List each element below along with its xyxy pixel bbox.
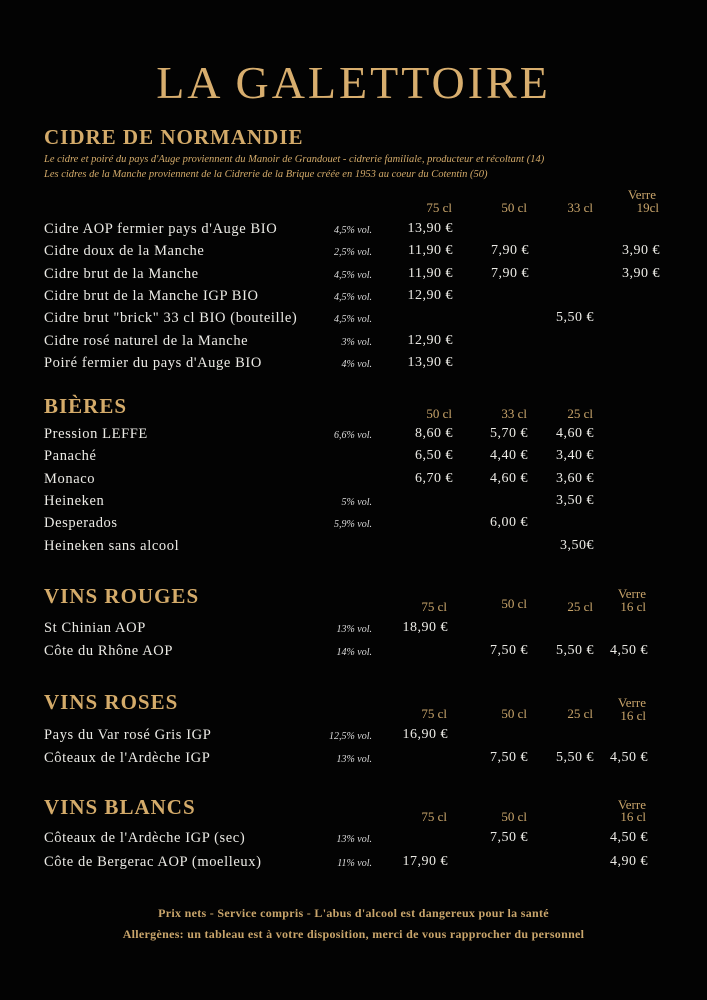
price-p25: 3,50€ [560,537,594,553]
price-p25: 3,50 € [556,492,594,508]
price-p50: 7,90 € [491,243,529,259]
col-50cl: 50 cl [426,406,452,421]
price-p75: 17,90 € [402,854,448,869]
menu-item-row [0,355,707,377]
price-p75: 12,90 € [407,287,453,303]
price-p25: 3,40 € [556,448,594,464]
item-name: Pression LEFFE [44,426,148,442]
menu-item-row [0,333,707,355]
item-name: Poiré fermier du pays d'Auge BIO [44,354,262,371]
price-p50: 7,50 € [490,642,528,658]
price-p33: 5,70 € [490,426,528,441]
item-abv: 2,5% vol. [333,247,372,259]
menu-item-row [0,750,707,772]
price-verre: 4,90 € [610,854,648,869]
item-abv: 13% vol. [336,753,372,765]
item-abv: 13% vol. [336,834,372,845]
price-p25: 3,60 € [556,470,594,486]
col-33cl: 33 cl [501,406,527,421]
col-50cl: 50 cl [501,809,527,824]
item-name: Panaché [44,448,97,465]
item-abv: 13% vol. [336,624,372,635]
price-p50: 6,50 € [415,448,453,464]
section-title-blancs: VINS BLANCS [44,795,196,819]
footer-line-1: Prix nets - Service compris - L'abus d'alcool est dangereux pour la santé [158,906,549,920]
price-p75: 13,90 € [407,221,453,236]
menu-item-row [0,471,707,493]
intro-line-1: Le cidre et poiré du pays d'Auge proviennent du Manoir de Grandouet - cidrerie familiale, producteur et récoltant (14) [44,154,545,165]
item-name: Cidre AOP fermier pays d'Auge BIO [44,221,278,237]
item-name: St Chinian AOP [44,620,146,636]
menu-item-row [0,854,707,876]
restaurant-title: LA GALETTOIRE [156,57,551,108]
col-verre: Verre [627,187,656,202]
menu-item-row [0,426,707,448]
price-p50: 7,50 € [490,830,528,845]
col-19cl: 19cl [636,200,659,215]
item-name: Côteaux de l'Ardèche IGP [44,749,211,766]
price-verre: 4,50 € [610,749,648,765]
col-verre: Verre [617,797,646,812]
item-abv: 4% vol. [341,358,372,370]
price-p75: 13,90 € [407,354,453,370]
col-16cl: 16 cl [620,809,646,824]
item-abv: 4,5% vol. [333,269,372,281]
menu-item-row [0,727,707,749]
menu-item-row [0,448,707,470]
price-p50: 8,60 € [415,426,453,441]
col-25cl: 25 cl [567,706,593,721]
menu-item-row [0,643,707,665]
col-50cl: 50 cl [501,200,527,215]
item-abv: 4,5% vol. [333,225,372,236]
item-abv: 3% vol. [341,336,372,348]
item-name: Monaco [44,470,96,487]
price-p25: 5,50 € [556,749,594,765]
item-name: Pays du Var rosé Gris IGP [44,727,212,743]
price-p33: 6,00 € [490,515,528,531]
menu-item-row [0,515,707,537]
col-75cl: 75 cl [421,809,447,824]
item-abv: 6,6% vol. [333,430,372,441]
price-p75: 12,90 € [407,332,453,348]
col-75cl: 75 cl [426,200,452,215]
price-p33: 5,50 € [556,310,594,326]
menu-item-row [0,288,707,310]
price-p50: 7,50 € [490,749,528,765]
item-abv: 5% vol. [341,496,372,508]
col-75cl: 75 cl [421,599,447,614]
item-name: Desperados [44,515,118,532]
menu-item-row [0,221,707,243]
col-50cl: 50 cl [501,706,527,721]
col-25cl: 25 cl [567,406,593,421]
section-title-bieres: BIÈRES [44,394,128,418]
menu-item-row [0,310,707,332]
section-title-cidre: CIDRE DE NORMANDIE [44,125,304,149]
col-16cl: 16 cl [620,599,646,614]
item-abv: 4,5% vol. [333,291,372,303]
item-abv: 14% vol. [336,646,372,658]
price-p75: 16,90 € [402,727,448,742]
menu-item-row [0,266,707,288]
price-p75: 11,90 € [408,265,453,281]
item-name: Cidre rosé naturel de la Manche [44,332,249,349]
menu-item-row [0,620,707,642]
price-p25: 4,60 € [556,426,594,441]
menu-item-row [0,493,707,515]
item-name: Cidre brut "brick" 33 cl BIO (bouteille) [44,310,298,327]
item-abv: 11% vol. [337,858,372,869]
price-p75: 18,90 € [402,620,448,635]
item-abv: 4,5% vol. [333,314,372,326]
item-name: Côteaux de l'Ardèche IGP (sec) [44,830,246,846]
col-50cl: 50 cl [501,596,527,611]
item-name: Cidre brut de la Manche [44,265,199,282]
menu-item-row [0,830,707,852]
price-verre: 4,50 € [610,830,648,845]
price-p33: 4,40 € [490,448,528,464]
item-abv: 5,9% vol. [333,519,372,531]
item-name: Heineken sans alcool [44,537,180,554]
col-verre: Verre [617,586,646,601]
item-name: Côte de Bergerac AOP (moelleux) [44,854,262,870]
price-p75: 11,90 € [408,243,453,259]
item-name: Côte du Rhône AOP [44,642,174,659]
price-verre: 4,50 € [610,642,648,658]
col-33cl: 33 cl [567,200,593,215]
col-verre: Verre [617,695,646,710]
col-25cl: 25 cl [567,599,593,614]
price-verre: 3,90 € [622,265,660,281]
footer-line-2: Allergènes: un tableau est à votre disposition, merci de vous rapprocher du personnel [122,927,585,941]
menu-item-row [0,538,707,560]
item-name: Heineken [44,492,105,509]
item-name: Cidre brut de la Manche IGP BIO [44,287,259,304]
price-p33: 4,60 € [490,470,528,486]
item-name: Cidre doux de la Manche [44,243,205,260]
price-p50: 7,90 € [491,265,529,281]
col-75cl: 75 cl [421,706,447,721]
menu-item-row [0,243,707,265]
price-p25: 5,50 € [556,642,594,658]
col-16cl: 16 cl [620,708,646,723]
intro-line-2: Les cidres de la Manche proviennent de la Cidrerie de la Brique créée en 1953 au coeur du Cotentin (50) [44,169,488,180]
price-p50: 6,70 € [415,470,453,486]
section-title-roses: VINS ROSES [44,690,179,714]
price-verre: 3,90 € [622,243,660,259]
section-title-rouges: VINS ROUGES [44,584,200,608]
item-abv: 12,5% vol. [328,731,372,742]
